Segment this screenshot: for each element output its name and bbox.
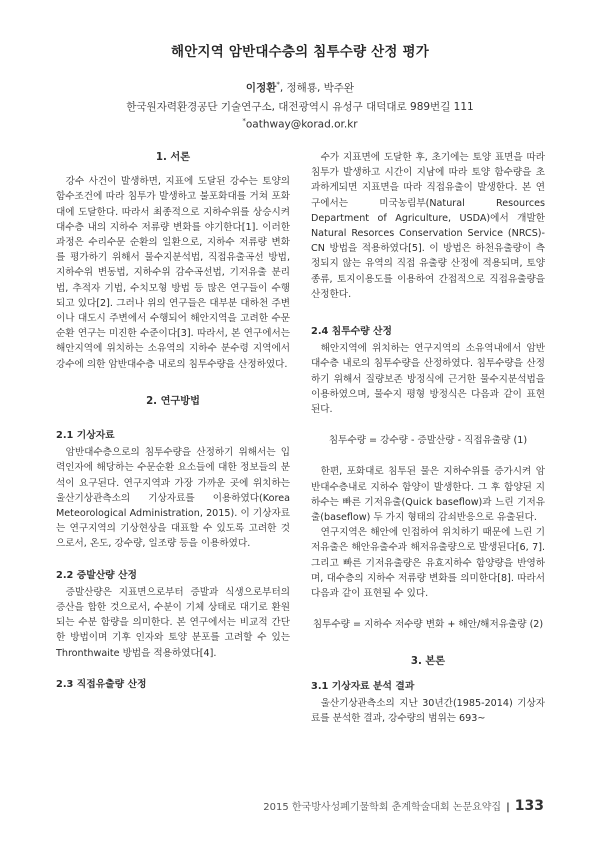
paragraph: 증발산량은 지표면으로부터 증발과 식생으로부터의 증산을 합한 것으로서, 수분이 기체 상태로 대기로 환원되는 수분 함량을 의미한다. 본 연구에서는 비교적 간단한 방법이며 기후 인자와 토양 분포를 고려할 수 있는 Thronthwaite 방법을 적용하였다[4]. (56, 586, 290, 659)
lead-author: 이정환 (245, 82, 277, 94)
email-address: oathway@korad.or.kr (245, 118, 358, 131)
section-heading-body: 3. 본론 (410, 656, 446, 668)
right-column (311, 150, 545, 726)
paragraph: 연구지역은 해안에 인접하여 위치하기 때문에 느린 기저유출은 해안유출수과 해저유출량으로 발생된다[6, 7]. 그리고 빠른 기저유출량은 유효지하수 함양량을 반영하며, 대수층의 지하수 저류량 변화를 의미한다[8]. 따라서 다음과 같이 표현될 수 있다. (311, 527, 545, 600)
page-footer (263, 798, 544, 814)
subsection-heading: 2.2 증발산량 산정 (56, 569, 137, 581)
paper-title: 해안지역 암반대수층의 침투수량 산정 평가 (171, 44, 429, 60)
paragraph: 강수 사건이 발생하면, 지표에 도달된 강수는 토양의 함수조건에 따라 침투가 발생하고 불포화대를 거쳐 포화대에 도달한다. 따라서 최종적으로 지하수위를 상승시켜 대수층 내의 지하수 저류량 변화를 야기한다[1]. 이러한 과정은 수리수문 순환의 일환으로, 지하수 저류량 변화를 평가하기 위해서 물수지분석법, 직접유출곡선 방법, 지하수위 변동법, 지하수위 감수곡선법, 기저유출 분리법, 추적자 기법, 수치모형 방법 등 많은 연구들이 수행되고 있다[2]. 그러나 위의 연구들은 대부분 대하천 주변이나 대도시 주변에서 수행되어 해안지역을 고려한 수문순환 연구는 미진한 수준이다[3]. 따라서, 본 연구에서는 해안지역에 위치하는 소유역의 지하수 분수령 지역에서 강수에 의한 암반대수층 내로의 침투수량을 산정하였다. (56, 176, 290, 370)
paragraph: 해안지역에 위치하는 연구지역의 소유역내에서 암반대수층 내로의 침투수량을 산정하였다. 침투수량을 산정하기 위해서 질량보존 방정식에 근거한 물수지분석법을 이용하였으며, 물수지 평형 방정식은 다음과 같이 표현된다. (311, 343, 545, 416)
left-column (56, 150, 290, 694)
author-line (0, 80, 600, 95)
subsection-heading: 2.3 직접유출량 산정 (56, 678, 147, 690)
subsection-heading: 2.4 침투수량 산정 (311, 326, 392, 338)
affiliation: 한국원자력환경공단 기술연구소, 대전광역시 유성구 대덕대로 989번길 111 (126, 101, 474, 113)
email-line (0, 117, 600, 131)
paragraph: 수가 지표면에 도달한 후, 초기에는 토양 표면을 따라 침투가 발생하고 시간이 지남에 따라 토양 함수량을 초과하게되면 지표면을 따라 직접유출이 발생한다. 본 연구에서는 미국농림부(Natural Resources Department of Agriculture, USDA)에서 개발한 Natural Resorces Conservation Service (NRCS)-CN 방법을 적용하였다[5]. 이 방법은 하천유출량이 측정되지 않는 유역의 직접 유출량 산정에 적용되며, 토양 종류, 토지이용도를 이용하여 간접적으로 직접유출량을 산정한다. (311, 152, 545, 300)
footer-text: 2015 한국방사성폐기물학회 춘계학술대회 논문요약집 (263, 802, 502, 813)
email-mark: * (242, 117, 246, 125)
paragraph: 울산기상관측소의 지난 30년간(1985-2014) 기상자료를 분석한 결과, 강수량의 범위는 693~ (311, 697, 545, 725)
co-authors: , 정해룡, 박주완 (279, 82, 355, 94)
lead-author-mark: * (276, 80, 280, 89)
equation-1: 침투수량 = 강수량 - 증발산량 - 직접유출량 (1) (328, 435, 528, 447)
footer-separator: | (506, 802, 510, 813)
paragraph: 암반대수층으로의 침투수량을 산정하기 위해서는 입력인자에 해당하는 수문순환 요소들에 대한 정보들의 분석이 요구된다. 연구지역과 가장 가까운 곳에 위치하는 울산기상관측소의 기상자료를 이용하였다(Korea Meteorological Administration, 2015). 이 기상자료는 연구지역의 기상현상을 대표할 수 있도록 고려한 것으로서, 온도, 강수량, 일조량 등을 이용하였다. (56, 447, 290, 550)
subsection-heading: 3.1 기상자료 분석 결과 (311, 680, 415, 692)
subsection-heading: 2.1 기상자료 (56, 430, 115, 442)
section-heading-intro: 1. 서론 (155, 152, 191, 163)
section-heading-methods: 2. 연구방법 (146, 395, 200, 407)
equation-2: 침투수량 = 지하수 저수량 변화 + 해안/해저유출량 (2) (312, 619, 544, 631)
page-number: 133 (514, 798, 544, 814)
paragraph: 한편, 포화대로 침투된 물은 지하수위를 증가시켜 암반대수층내로 지하수 함양이 발생한다. 그 후 함양된 지하수는 빠른 기저유출(Quick baseflow)과 느린 기저유출(baseflow) 두 가지 형태의 감쇠반응으로 유출된다. (311, 466, 545, 524)
